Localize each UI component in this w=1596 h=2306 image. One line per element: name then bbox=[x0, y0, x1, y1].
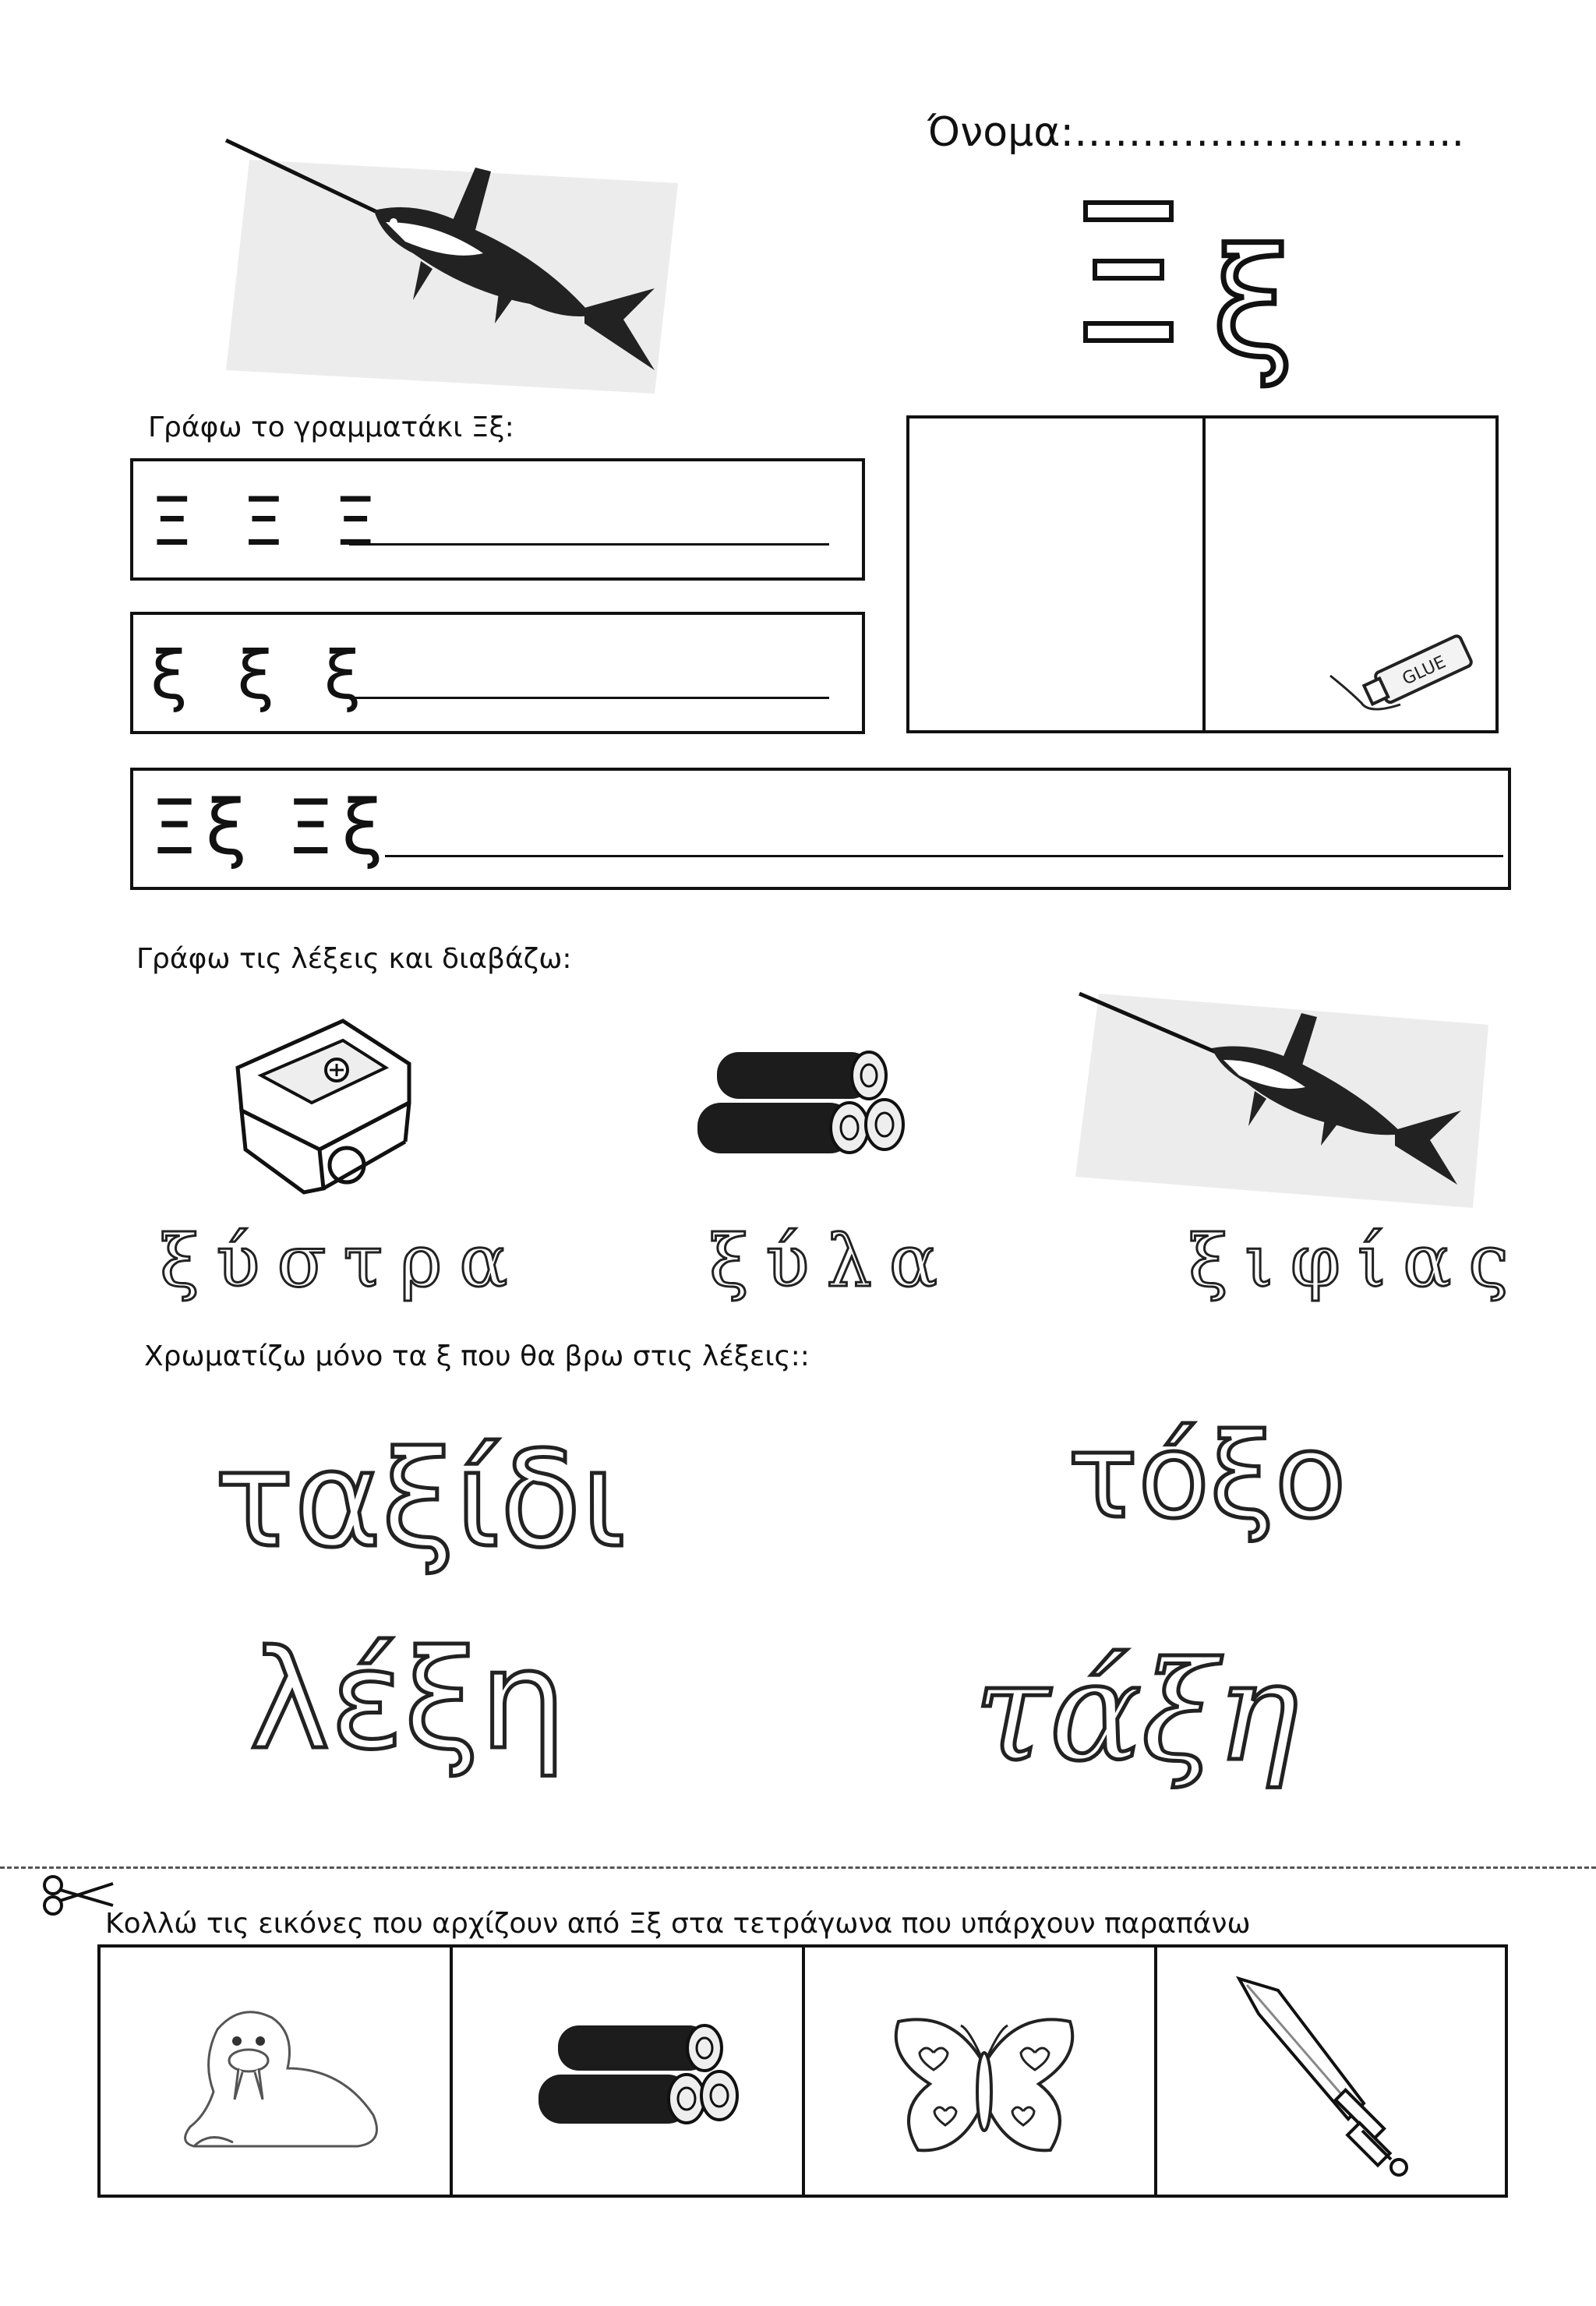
writing-line bbox=[349, 697, 829, 699]
cutout-cell-logs[interactable] bbox=[453, 1948, 805, 2195]
row-mixed-letters: Ξξ Ξξ bbox=[150, 784, 391, 871]
cut-line bbox=[0, 1866, 1596, 1869]
writing-line bbox=[385, 855, 1503, 857]
sword-illustration bbox=[1231, 1971, 1418, 2181]
glue-squares[interactable] bbox=[906, 415, 1499, 733]
color-word-lexi[interactable]: λέξη bbox=[249, 1622, 567, 1780]
swordfish-illustration-top bbox=[218, 136, 686, 401]
writing-line bbox=[349, 543, 829, 546]
writing-row-lower[interactable] bbox=[130, 612, 865, 734]
name-label: Όνομα:……………………….. bbox=[927, 109, 1465, 156]
logs-cutout-illustration bbox=[535, 2022, 741, 2135]
dotted-word-xyla: ξύλα bbox=[709, 1220, 955, 1303]
logs-illustration bbox=[694, 1048, 908, 1165]
big-letter-xi-lower: ξ bbox=[1212, 217, 1294, 390]
cutout-instruction: Κολλώ τις εικόνες που αρχίζουν από Ξξ στα τετράγωνα που υπάρχουν παραπάνω bbox=[105, 1908, 1251, 1940]
walrus-illustration bbox=[163, 1998, 389, 2154]
words-instruction: Γράφω τις λέξεις και διαβάζω: bbox=[136, 943, 572, 975]
cutout-table bbox=[97, 1944, 1508, 2198]
dotted-word-xifias: ξιφίας bbox=[1188, 1220, 1526, 1303]
sharpener-illustration bbox=[226, 1017, 413, 1196]
cutout-cell-butterfly[interactable] bbox=[805, 1948, 1157, 2195]
row-lower-letters: ξ ξ ξ bbox=[150, 637, 376, 715]
color-word-toxo[interactable]: τόξο bbox=[1068, 1409, 1347, 1545]
glue-square-divider bbox=[1202, 418, 1206, 730]
row-upper-letters: Ξ Ξ Ξ bbox=[150, 483, 390, 561]
big-letter-xi-upper bbox=[1079, 199, 1177, 347]
writing-instruction: Γράφω το γραμματάκι Ξξ: bbox=[148, 411, 514, 443]
butterfly-illustration bbox=[883, 2010, 1086, 2166]
svg-text:GLUE: GLUE bbox=[1399, 652, 1449, 690]
color-word-taxidi[interactable]: ταξίδι bbox=[214, 1423, 627, 1577]
coloring-instruction: Χρωματίζω μόνο τα ξ που θα βρω στις λέξεις:: bbox=[144, 1340, 810, 1372]
cutout-cell-walrus[interactable] bbox=[101, 1948, 453, 2195]
writing-row-mixed[interactable] bbox=[130, 768, 1511, 890]
color-word-taxi[interactable]: τάξη bbox=[974, 1633, 1299, 1792]
glue-tube-icon bbox=[1315, 617, 1490, 722]
swordfish-illustration-middle bbox=[1075, 978, 1492, 1212]
cutout-cell-sword[interactable] bbox=[1157, 1948, 1508, 2195]
dotted-word-xystra: ξύστρα bbox=[160, 1220, 525, 1303]
writing-row-upper[interactable] bbox=[130, 458, 865, 581]
